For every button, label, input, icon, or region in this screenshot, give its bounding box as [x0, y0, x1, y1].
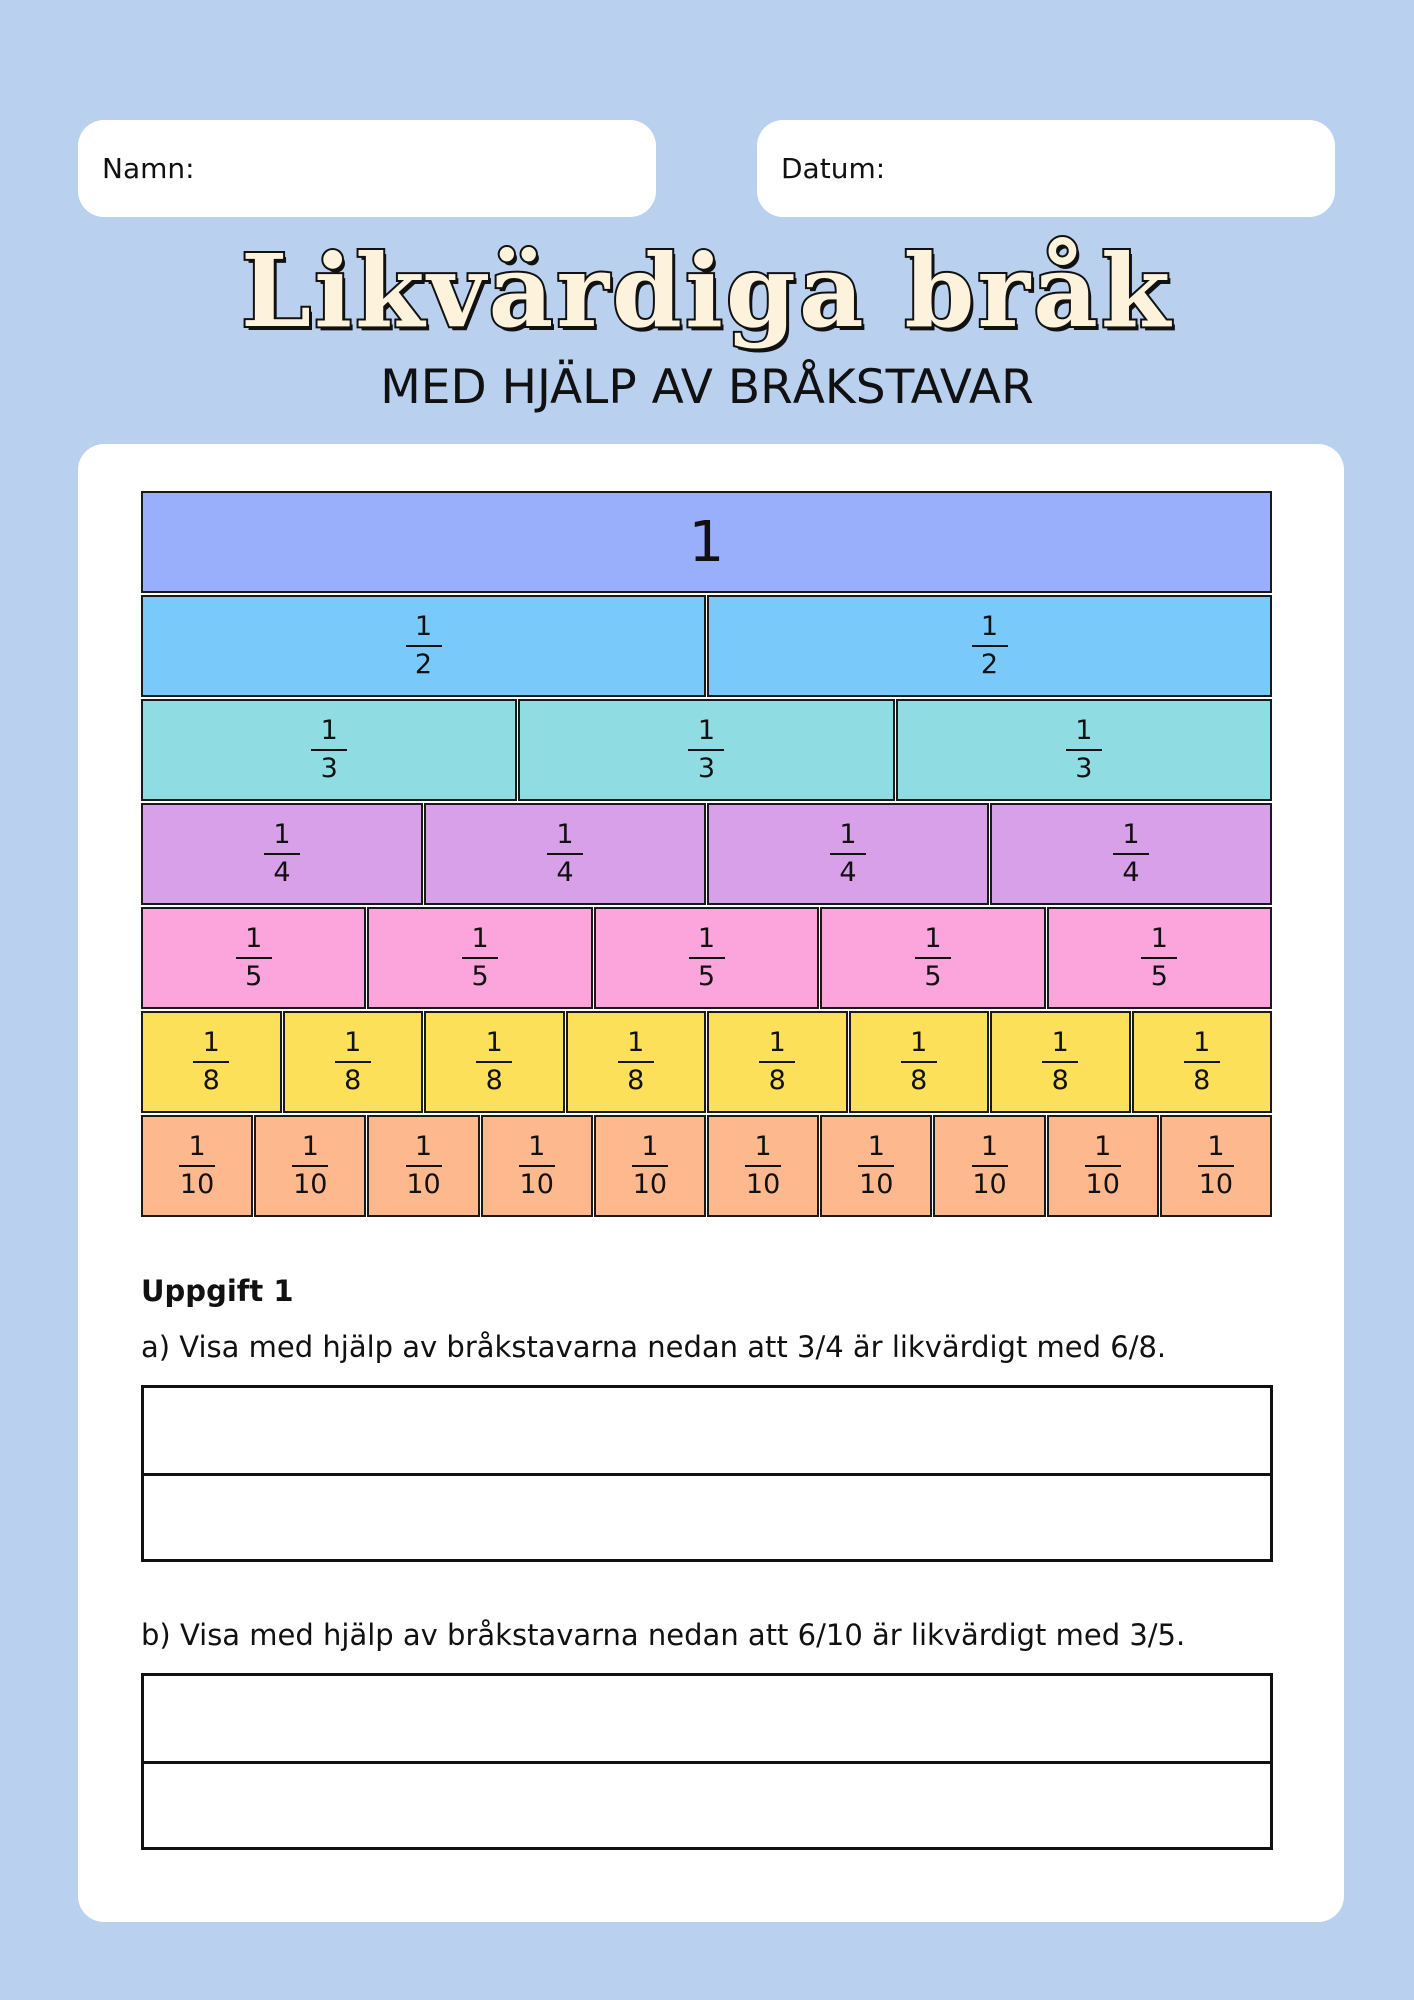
fraction-denominator: 10 [519, 1169, 554, 1200]
fraction-bar [1198, 1165, 1234, 1167]
fraction-label [688, 716, 724, 783]
fraction-cell [820, 1115, 932, 1217]
fraction-numerator: 1 [1207, 1131, 1225, 1163]
fraction-numerator: 1 [320, 715, 338, 747]
fraction-label [179, 1132, 215, 1199]
fraction-cell [707, 803, 989, 905]
fraction-denominator: 5 [1150, 961, 1168, 992]
fraction-label [193, 1028, 229, 1095]
fraction-cell [424, 803, 706, 905]
fraction-label [1042, 1028, 1078, 1095]
fraction-denominator: 5 [245, 961, 263, 992]
fraction-numerator: 1 [528, 1131, 546, 1163]
fraction-cell [707, 1011, 848, 1113]
fraction-bar [745, 1165, 781, 1167]
fraction-numerator: 1 [910, 1027, 928, 1059]
fraction-cell [367, 1115, 479, 1217]
fraction-denominator: 8 [627, 1065, 645, 1096]
fraction-row-5 [141, 907, 1273, 1011]
fraction-numerator: 1 [754, 1131, 772, 1163]
fraction-numerator: 1 [627, 1027, 645, 1059]
fraction-label [1113, 820, 1149, 887]
fraction-label [858, 1132, 894, 1199]
fraction-denominator: 3 [320, 753, 338, 784]
fraction-denominator: 5 [924, 961, 942, 992]
fraction-cell [1132, 1011, 1273, 1113]
fraction-numerator: 1 [980, 1131, 999, 1163]
fraction-denominator: 8 [1051, 1065, 1069, 1096]
fraction-bar [476, 1061, 512, 1063]
fraction-row-1 [141, 491, 1273, 595]
fraction-numerator: 1 [1075, 715, 1093, 747]
fraction-row-10 [141, 1115, 1273, 1219]
fraction-numerator: 1 [471, 923, 489, 955]
fraction-row-8 [141, 1011, 1273, 1115]
fraction-label [1085, 1132, 1121, 1199]
fraction-cell [1047, 907, 1272, 1009]
fraction-label [1198, 1132, 1234, 1199]
fraction-label [689, 924, 725, 991]
fraction-denominator: 5 [471, 961, 489, 992]
fraction-bar [689, 957, 725, 959]
fraction-label [618, 1028, 654, 1095]
fraction-bar [462, 957, 498, 959]
fraction-label [901, 1028, 937, 1095]
fraction-denominator: 3 [1075, 753, 1093, 784]
fraction-label [1184, 1028, 1220, 1095]
fraction-cell [424, 1011, 565, 1113]
fraction-numerator: 1 [414, 611, 433, 643]
fraction-cell [707, 1115, 819, 1217]
fraction-cell [707, 595, 1272, 697]
fraction-denominator: 10 [1085, 1169, 1120, 1200]
fraction-bar [179, 1165, 215, 1167]
fraction-cell [141, 803, 423, 905]
fraction-label [406, 1132, 442, 1199]
fraction-bar [335, 1061, 371, 1063]
fraction-cell [990, 803, 1272, 905]
fraction-row-2 [141, 595, 1273, 699]
fraction-denominator: 8 [910, 1065, 928, 1096]
fraction-label [745, 1132, 781, 1199]
fraction-denominator: 5 [697, 961, 716, 992]
fraction-denominator: 8 [768, 1065, 786, 1096]
fraction-denominator: 10 [293, 1169, 328, 1200]
fraction-denominator: 10 [745, 1169, 781, 1200]
fraction-bar [618, 1061, 654, 1063]
fraction-cell [141, 907, 366, 1009]
fraction-numerator: 1 [697, 923, 716, 955]
fraction-cell [1160, 1115, 1272, 1217]
fraction-cell [283, 1011, 424, 1113]
fraction-denominator: 8 [344, 1065, 362, 1096]
fraction-denominator: 3 [697, 753, 716, 784]
fraction-numerator: 1 [697, 715, 716, 747]
fraction-bar [547, 853, 583, 855]
fraction-denominator: 10 [632, 1169, 668, 1200]
fraction-cell [367, 907, 592, 1009]
fraction-numerator: 1 [839, 819, 857, 851]
fraction-bar [1066, 749, 1102, 751]
date-label: Datum: [781, 152, 886, 185]
fraction-numerator: 1 [1051, 1027, 1069, 1059]
whole-label: 1 [688, 509, 725, 575]
fraction-cell [594, 1115, 706, 1217]
fraction-numerator: 1 [188, 1131, 206, 1163]
page-title: Likvärdiga bråk [240, 232, 1174, 350]
fraction-cell [820, 907, 1045, 1009]
fraction-label [519, 1132, 555, 1199]
fraction-bar [406, 645, 442, 647]
fraction-cell [566, 1011, 707, 1113]
fraction-bar [972, 1165, 1008, 1167]
fraction-denominator: 10 [406, 1169, 441, 1200]
fraction-cell [896, 699, 1272, 801]
fraction-label [632, 1132, 668, 1199]
fraction-denominator: 10 [859, 1169, 894, 1200]
fraction-cell [933, 1115, 1045, 1217]
fraction-denominator: 10 [179, 1169, 215, 1200]
fraction-numerator: 1 [273, 819, 291, 851]
task-a-text: a) Visa med hjälp av bråkstavarna nedan att 3/4 är likvärdigt med 6/8. [141, 1330, 1167, 1364]
fraction-numerator: 1 [1193, 1027, 1211, 1059]
fraction-bar [901, 1061, 937, 1063]
fraction-denominator: 2 [980, 649, 999, 680]
fraction-numerator: 1 [867, 1131, 885, 1163]
fraction-cell [849, 1011, 990, 1113]
fraction-cell [141, 491, 1272, 593]
fraction-bar [1113, 853, 1149, 855]
fraction-cell [141, 1115, 253, 1217]
fraction-label [476, 1028, 512, 1095]
fraction-bar [915, 957, 951, 959]
fraction-bar [632, 1165, 668, 1167]
fraction-bar [858, 1165, 894, 1167]
fraction-cell [141, 699, 517, 801]
fraction-cell [141, 595, 706, 697]
fraction-bar [688, 749, 724, 751]
fraction-denominator: 4 [556, 857, 574, 888]
fraction-label [292, 1132, 328, 1199]
page-subtitle: MED HJÄLP AV BRÅKSTAVAR [380, 360, 1034, 415]
fraction-numerator: 1 [980, 611, 999, 643]
fraction-denominator: 8 [1193, 1065, 1211, 1096]
answer-box-b-divider [144, 1761, 1270, 1764]
fraction-bar [1042, 1061, 1078, 1063]
fraction-label [915, 924, 951, 991]
fraction-bar [972, 645, 1008, 647]
fraction-label [335, 1028, 371, 1095]
fraction-label [1141, 924, 1177, 991]
fraction-label [547, 820, 583, 887]
answer-box-a[interactable] [141, 1385, 1273, 1562]
date-field[interactable] [757, 120, 1335, 217]
fraction-numerator: 1 [245, 923, 263, 955]
fraction-bar [311, 749, 347, 751]
fraction-numerator: 1 [301, 1131, 319, 1163]
fraction-denominator: 8 [202, 1065, 220, 1096]
fraction-numerator: 1 [414, 1131, 433, 1163]
fraction-numerator: 1 [641, 1131, 659, 1163]
fraction-bar [759, 1061, 795, 1063]
fraction-cell [1047, 1115, 1159, 1217]
fraction-label [972, 612, 1008, 679]
answer-box-b[interactable] [141, 1673, 1273, 1850]
fraction-numerator: 1 [344, 1027, 362, 1059]
fraction-label [462, 924, 498, 991]
fraction-denominator: 4 [273, 857, 291, 888]
fraction-cell [141, 1011, 282, 1113]
fraction-numerator: 1 [1122, 819, 1140, 851]
fraction-denominator: 2 [414, 649, 433, 680]
fraction-bar [1085, 1165, 1121, 1167]
fraction-cell [990, 1011, 1131, 1113]
fraction-label [236, 924, 272, 991]
fraction-label [311, 716, 347, 783]
fraction-numerator: 1 [202, 1027, 220, 1059]
fraction-label [1066, 716, 1102, 783]
fraction-wall [141, 491, 1273, 1219]
name-field[interactable] [78, 120, 656, 217]
fraction-numerator: 1 [485, 1027, 503, 1059]
fraction-bar [292, 1165, 328, 1167]
fraction-denominator: 4 [1122, 857, 1140, 888]
fraction-denominator: 10 [1198, 1169, 1234, 1200]
fraction-denominator: 8 [485, 1065, 503, 1096]
task-heading: Uppgift 1 [141, 1274, 294, 1308]
fraction-numerator: 1 [1094, 1131, 1112, 1163]
fraction-numerator: 1 [1150, 923, 1168, 955]
task-b-text: b) Visa med hjälp av bråkstavarna nedan att 6/10 är likvärdigt med 3/5. [141, 1618, 1186, 1652]
name-label: Namn: [102, 152, 195, 185]
fraction-numerator: 1 [924, 923, 942, 955]
fraction-label [406, 612, 442, 679]
fraction-cell [518, 699, 894, 801]
fraction-label [830, 820, 866, 887]
fraction-numerator: 1 [768, 1027, 786, 1059]
fraction-bar [1141, 957, 1177, 959]
fraction-cell [481, 1115, 593, 1217]
fraction-denominator: 4 [839, 857, 857, 888]
fraction-bar [1184, 1061, 1220, 1063]
fraction-bar [236, 957, 272, 959]
fraction-cell [254, 1115, 366, 1217]
fraction-label [264, 820, 300, 887]
fraction-bar [406, 1165, 442, 1167]
fraction-bar [264, 853, 300, 855]
fraction-bar [519, 1165, 555, 1167]
fraction-row-4 [141, 803, 1273, 907]
fraction-label [972, 1132, 1008, 1199]
fraction-cell [594, 907, 819, 1009]
fraction-bar [830, 853, 866, 855]
fraction-numerator: 1 [556, 819, 574, 851]
fraction-denominator: 10 [972, 1169, 1007, 1200]
fraction-row-3 [141, 699, 1273, 803]
fraction-label [759, 1028, 795, 1095]
answer-box-a-divider [144, 1473, 1270, 1476]
fraction-bar [193, 1061, 229, 1063]
